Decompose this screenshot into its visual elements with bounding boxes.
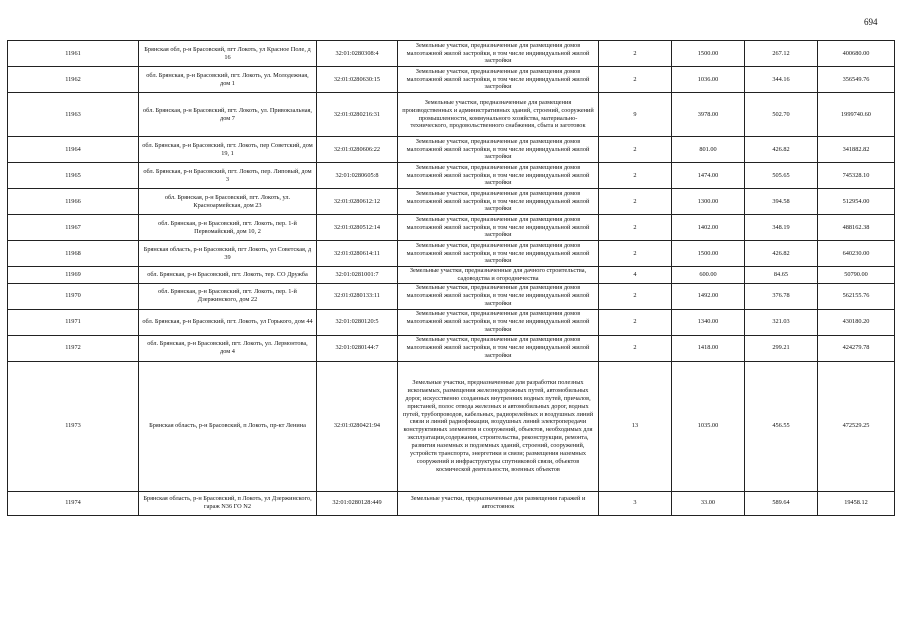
land-use-cell: Земельные участки, предназначенные для размещения гаражей и автостоянок: [398, 491, 599, 515]
row-number-cell: 11974: [8, 491, 139, 515]
cadastral-value-cell: 1999740.60: [818, 93, 895, 137]
cadastral-number-cell: 32:01:0280120:5: [317, 309, 398, 335]
row-number-cell: 11964: [8, 137, 139, 163]
area-cell: 801.00: [672, 137, 745, 163]
cadastral-value-cell: 488162.38: [818, 215, 895, 241]
row-number-cell: 11961: [8, 41, 139, 67]
category-cell: 2: [599, 189, 672, 215]
area-cell: 1340.00: [672, 309, 745, 335]
address-cell: обл. Брянская, р-н Брасовский, пгт. Локоть, ул Горького, дом 44: [139, 309, 317, 335]
specific-value-cell: 505.65: [745, 163, 818, 189]
row-number-cell: 11968: [8, 241, 139, 267]
area-cell: 1300.00: [672, 189, 745, 215]
land-use-cell: Земельные участки, предназначенные для размещения домов малоэтажной жилой застройки, в том числе индивидуальной жилой застройки: [398, 41, 599, 67]
cadastral-value-cell: 50790.00: [818, 267, 895, 284]
specific-value-cell: 344.16: [745, 67, 818, 93]
specific-value-cell: 84.65: [745, 267, 818, 284]
address-cell: обл. Брянская, р-н Брасовский, пгт. Локоть, пер. Липовый, дом 3: [139, 163, 317, 189]
specific-value-cell: 321.03: [745, 309, 818, 335]
land-use-cell: Земельные участки, предназначенные для размещения домов малоэтажной жилой застройки, в том числе индивидуальной жилой застройки: [398, 137, 599, 163]
address-cell: Брянская область, р-н Брасовский, п Локоть, ул Дзержинского, гараж N36 ГО N2: [139, 491, 317, 515]
cadastral-value-cell: 424279.78: [818, 335, 895, 361]
specific-value-cell: 376.78: [745, 283, 818, 309]
cadastral-value-cell: 472529.25: [818, 361, 895, 491]
area-cell: 1492.00: [672, 283, 745, 309]
table-row: [8, 67, 895, 93]
table-row: [8, 163, 895, 189]
table-row: [8, 309, 895, 335]
table-row: [8, 361, 895, 491]
cadastral-number-cell: 32:01:0280308:4: [317, 41, 398, 67]
land-use-cell: Земельные участки, предназначенные для разработки полезных ископаемых, размещения железнодорожных путей, автомобильных дорог, искусственно созданных внутренних водных путей, причалов, пристаней, полос отвода железных и автомобильных дорог, водных путей, трубопроводов, кабельных, радиорелейных и воздушных линий связи и линий радиофикации, воздушных линий электропередачи конструктивных элементов и сооружений, объектов, необходимых для эксплуатации,содержания, строительства, реконструкции, ремонта, развития наземных и подземных зданий, строений, сооружений, устройств транспорта, энергетики и связи; размещения наземных сооружений и инфраструктуры спутниковой связи, объектов космической деятельности, военных объектов: [398, 361, 599, 491]
category-cell: 9: [599, 93, 672, 137]
table-row: [8, 189, 895, 215]
table-row: [8, 283, 895, 309]
specific-value-cell: 299.21: [745, 335, 818, 361]
land-use-cell: Земельные участки, предназначенные для размещения домов малоэтажной жилой застройки, в том числе индивидуальной жилой застройки: [398, 335, 599, 361]
cadastral-number-cell: 32:01:0280606:22: [317, 137, 398, 163]
land-use-cell: Земельные участки, предназначенные для дачного строительства, садоводства и огородничества: [398, 267, 599, 284]
area-cell: 1474.00: [672, 163, 745, 189]
category-cell: 2: [599, 163, 672, 189]
cadastral-number-cell: 32:01:0280144:7: [317, 335, 398, 361]
address-cell: обл. Брянская, р-н Брасовский, пгт. Локоть, ул. Молодежная, дом 1: [139, 67, 317, 93]
land-use-cell: Земельные участки, предназначенные для размещения домов малоэтажной жилой застройки, в том числе индивидуальной жилой застройки: [398, 215, 599, 241]
row-number-cell: 11970: [8, 283, 139, 309]
cadastral-value-cell: 356549.76: [818, 67, 895, 93]
table-row: [8, 335, 895, 361]
row-number-cell: 11971: [8, 309, 139, 335]
land-use-cell: Земельные участки, предназначенные для размещения домов малоэтажной жилой застройки, в том числе индивидуальной жилой застройки: [398, 309, 599, 335]
specific-value-cell: 348.19: [745, 215, 818, 241]
row-number-cell: 11973: [8, 361, 139, 491]
cadastral-number-cell: 32:01:0280216:31: [317, 93, 398, 137]
area-cell: 600.00: [672, 267, 745, 284]
category-cell: 2: [599, 241, 672, 267]
address-cell: обл. Брянская, р-н Брасовский, пгт. Локоть, ул. Привокзальная, дом 7: [139, 93, 317, 137]
category-cell: 2: [599, 67, 672, 93]
row-number-cell: 11967: [8, 215, 139, 241]
category-cell: 13: [599, 361, 672, 491]
specific-value-cell: 426.82: [745, 137, 818, 163]
table-row: [8, 93, 895, 137]
table-row: [8, 137, 895, 163]
row-number-cell: 11965: [8, 163, 139, 189]
specific-value-cell: 267.12: [745, 41, 818, 67]
category-cell: 2: [599, 335, 672, 361]
land-use-cell: Земельные участки, предназначенные для размещения домов малоэтажной жилой застройки, в том числе индивидуальной жилой застройки: [398, 189, 599, 215]
address-cell: обл. Брянская, р-н Брасовский, пгт. Локоть, пер. 1-й Первомайский, дом 10, 2: [139, 215, 317, 241]
cadastral-value-cell: 400680.00: [818, 41, 895, 67]
address-cell: обл. Брянская, р-н Брасовский, пгт. Локоть, ул. Красноармейская, дом 23: [139, 189, 317, 215]
table-row: [8, 241, 895, 267]
cadastral-number-cell: 32:01:0280133:11: [317, 283, 398, 309]
cadastral-value-cell: 745328.10: [818, 163, 895, 189]
cadastral-number-cell: 32:01:0280421:94: [317, 361, 398, 491]
area-cell: 1500.00: [672, 41, 745, 67]
area-cell: 1402.00: [672, 215, 745, 241]
land-use-cell: Земельные участки, предназначенные для размещения домов малоэтажной жилой застройки, в том числе индивидуальной жилой застройки: [398, 241, 599, 267]
cadastral-value-cell: 19458.12: [818, 491, 895, 515]
cadastral-value-table: [7, 40, 895, 516]
table-row: [8, 491, 895, 515]
row-number-cell: 11962: [8, 67, 139, 93]
address-cell: обл. Брянская, р-н Брасовский, пгт. Локоть, пер Советский, дом 19, 1: [139, 137, 317, 163]
area-cell: 1500.00: [672, 241, 745, 267]
cadastral-number-cell: 32:01:0280128:449: [317, 491, 398, 515]
specific-value-cell: 426.82: [745, 241, 818, 267]
address-cell: обл. Брянская, р-н Брасовский, пгт. Локоть, пер. 1-й Дзержинского, дом 22: [139, 283, 317, 309]
cadastral-number-cell: 32:01:0281001:7: [317, 267, 398, 284]
category-cell: 2: [599, 41, 672, 67]
cadastral-number-cell: 32:01:0280630:15: [317, 67, 398, 93]
specific-value-cell: 456.55: [745, 361, 818, 491]
area-cell: 1036.00: [672, 67, 745, 93]
category-cell: 2: [599, 283, 672, 309]
land-use-cell: Земельные участки, предназначенные для размещения домов малоэтажной жилой застройки, в том числе индивидуальной жилой застройки: [398, 283, 599, 309]
specific-value-cell: 502.70: [745, 93, 818, 137]
specific-value-cell: 394.58: [745, 189, 818, 215]
address-cell: обл. Брянская, р-н Брасовский, пгт. Локоть, тер. СО Дружба: [139, 267, 317, 284]
land-use-cell: Земельные участки, предназначенные для размещения производственных и административных зданий, строений, сооружений промышленности, коммунального хозяйства, материально-технического, продовольственного снабжения, сбыта и заготовок: [398, 93, 599, 137]
row-number-cell: 11969: [8, 267, 139, 284]
cadastral-number-cell: 32:01:0280612:12: [317, 189, 398, 215]
category-cell: 4: [599, 267, 672, 284]
specific-value-cell: 589.64: [745, 491, 818, 515]
land-use-cell: Земельные участки, предназначенные для размещения домов малоэтажной жилой застройки, в том числе индивидуальной жилой застройки: [398, 67, 599, 93]
address-cell: Брянская область, р-н Брасовский, п Локоть, пр-кт Ленина: [139, 361, 317, 491]
category-cell: 3: [599, 491, 672, 515]
address-cell: обл. Брянская, р-н Брасовский, пгт. Локоть, ул. Лермонтова, дом 4: [139, 335, 317, 361]
row-number-cell: 11963: [8, 93, 139, 137]
cadastral-value-cell: 512954.00: [818, 189, 895, 215]
area-cell: 33.00: [672, 491, 745, 515]
cadastral-number-cell: 32:01:0280512:14: [317, 215, 398, 241]
table-row: [8, 41, 895, 67]
cadastral-value-cell: 640230.00: [818, 241, 895, 267]
table-row: [8, 267, 895, 284]
cadastral-value-cell: 562155.76: [818, 283, 895, 309]
area-cell: 1035.00: [672, 361, 745, 491]
category-cell: 2: [599, 309, 672, 335]
area-cell: 1418.00: [672, 335, 745, 361]
cadastral-number-cell: 32:01:0280605:8: [317, 163, 398, 189]
cadastral-number-cell: 32:01:0280614:11: [317, 241, 398, 267]
table-body: [8, 41, 895, 516]
row-number-cell: 11972: [8, 335, 139, 361]
cadastral-value-cell: 341882.82: [818, 137, 895, 163]
table-row: [8, 215, 895, 241]
address-cell: Брянская область, р-н Брасовский, пгт Локоть, ул Советская, д 39: [139, 241, 317, 267]
cadastral-value-cell: 430180.20: [818, 309, 895, 335]
row-number-cell: 11966: [8, 189, 139, 215]
land-use-cell: Земельные участки, предназначенные для размещения домов малоэтажной жилой застройки, в том числе индивидуальной жилой застройки: [398, 163, 599, 189]
area-cell: 3978.00: [672, 93, 745, 137]
address-cell: Брянская обл, р-н Брасовский, пгт Локоть, ул Красное Поле, д 16: [139, 41, 317, 67]
page-number: 694: [864, 17, 878, 27]
category-cell: 2: [599, 137, 672, 163]
category-cell: 2: [599, 215, 672, 241]
